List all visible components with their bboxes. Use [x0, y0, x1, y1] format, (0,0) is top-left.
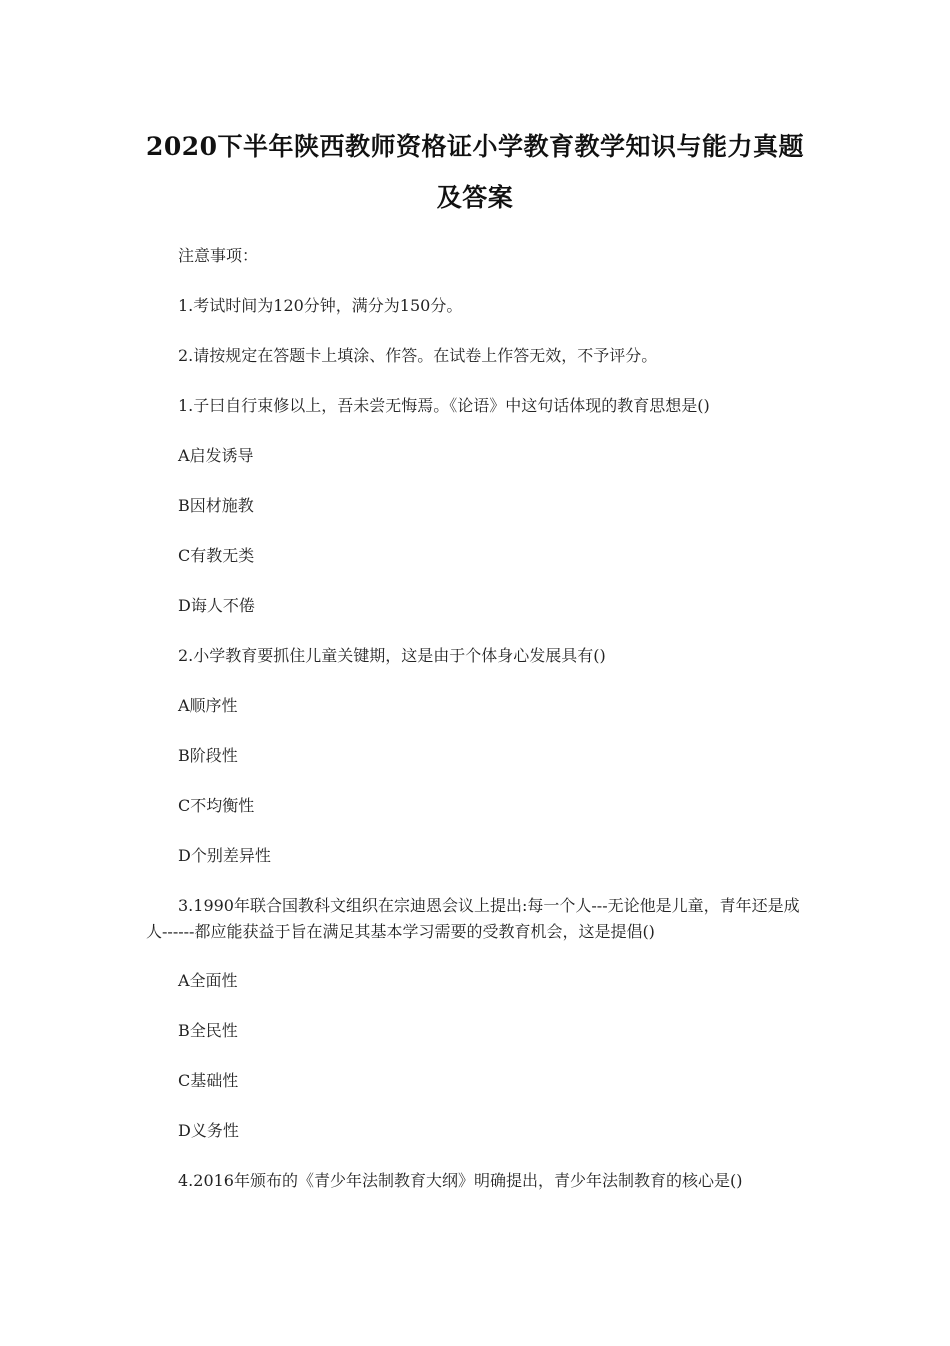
document-title-line-2: 及答案	[436, 183, 514, 212]
question-option: D义务性	[178, 1121, 239, 1140]
question-option: D诲人不倦	[178, 596, 255, 615]
question-option: A启发诱导	[178, 446, 254, 465]
question-option: A顺序性	[178, 696, 238, 715]
question-option: D个别差异性	[178, 846, 271, 865]
question-option: B全民性	[178, 1021, 238, 1040]
question-option: B阶段性	[178, 746, 238, 765]
question-option: C有教无类	[178, 546, 255, 565]
question-stem: 2.小学教育要抓住儿童关键期，这是由于个体身心发展具有()	[178, 646, 606, 665]
question-option: C基础性	[178, 1071, 239, 1090]
question-option: B因材施教	[178, 496, 254, 515]
notice-item: 2.请按规定在答题卡上填涂、作答。在试卷上作答无效，不予评分。	[178, 346, 658, 365]
notice-heading: 注意事项：	[178, 246, 259, 265]
question-stem: 1.子曰自行束修以上，吾未尝无悔焉。《论语》中这句话体现的教育思想是()	[178, 396, 710, 415]
question-option: A全面性	[178, 971, 238, 990]
question-option: C不均衡性	[178, 796, 255, 815]
notice-item: 1.考试时间为120分钟，满分为150分。	[178, 296, 463, 315]
question-stem: 3.1990年联合国教科文组织在宗迪恩会议上提出:每一个人---无论他是儿童，青年还是成人------都应能获益于旨在满足其基本学习需要的受教育机会，这是提倡()	[146, 896, 800, 941]
document-title-line-1: 2020下半年陕西教师资格证小学教育教学知识与能力真题	[145, 132, 805, 161]
question-stem: 4.2016年颁布的《青少年法制教育大纲》明确提出，青少年法制教育的核心是()	[178, 1171, 743, 1190]
